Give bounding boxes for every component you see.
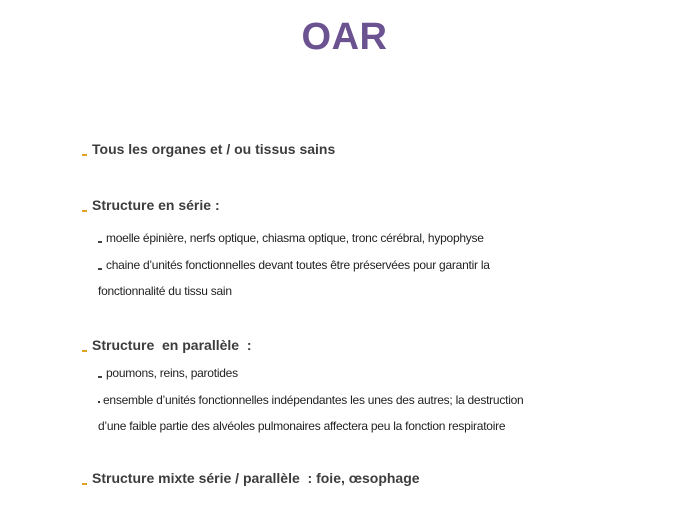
bullet-marker-icon	[82, 210, 87, 212]
bullet-marker-icon	[82, 350, 87, 352]
bullet-marker-icon	[82, 483, 87, 485]
list-item-continuation: fonctionnalité du tissu sain	[98, 284, 232, 298]
list-item: chaine d’unités fonctionnelles devant toutes être préservées pour garantir la	[98, 257, 490, 273]
sub-bullet-marker-icon	[98, 268, 102, 270]
section-heading-text: Structure en série :	[92, 197, 220, 213]
section-heading-mixte	[82, 469, 420, 487]
list-item-continuation: d’une faible partie des alvéoles pulmonaires affectera peu la fonction respiratoire	[98, 419, 506, 433]
slide-title: OAR	[301, 16, 388, 58]
sub-bullet-dot-icon	[98, 401, 100, 403]
section-heading-serie	[82, 196, 220, 214]
bullet-marker-icon	[82, 154, 87, 156]
section-heading-organs	[82, 140, 335, 158]
sub-bullet-marker-icon	[98, 376, 102, 378]
section-heading-text: Structure en parallèle :	[92, 337, 252, 353]
sub-bullet-marker-icon	[98, 241, 102, 243]
list-item: poumons, reins, parotides	[98, 365, 238, 381]
section-heading-parallele	[82, 336, 252, 354]
section-heading-text: Tous les organes et / ou tissus sains	[92, 141, 336, 157]
list-item: ensemble d’unités fonctionnelles indépendantes les unes des autres; la destruction	[98, 392, 523, 408]
section-heading-text: Structure mixte série / parallèle : foie, œsophage	[92, 470, 420, 486]
list-item: moelle épinière, nerfs optique, chiasma optique, tronc cérébral, hypophyse	[98, 230, 484, 246]
